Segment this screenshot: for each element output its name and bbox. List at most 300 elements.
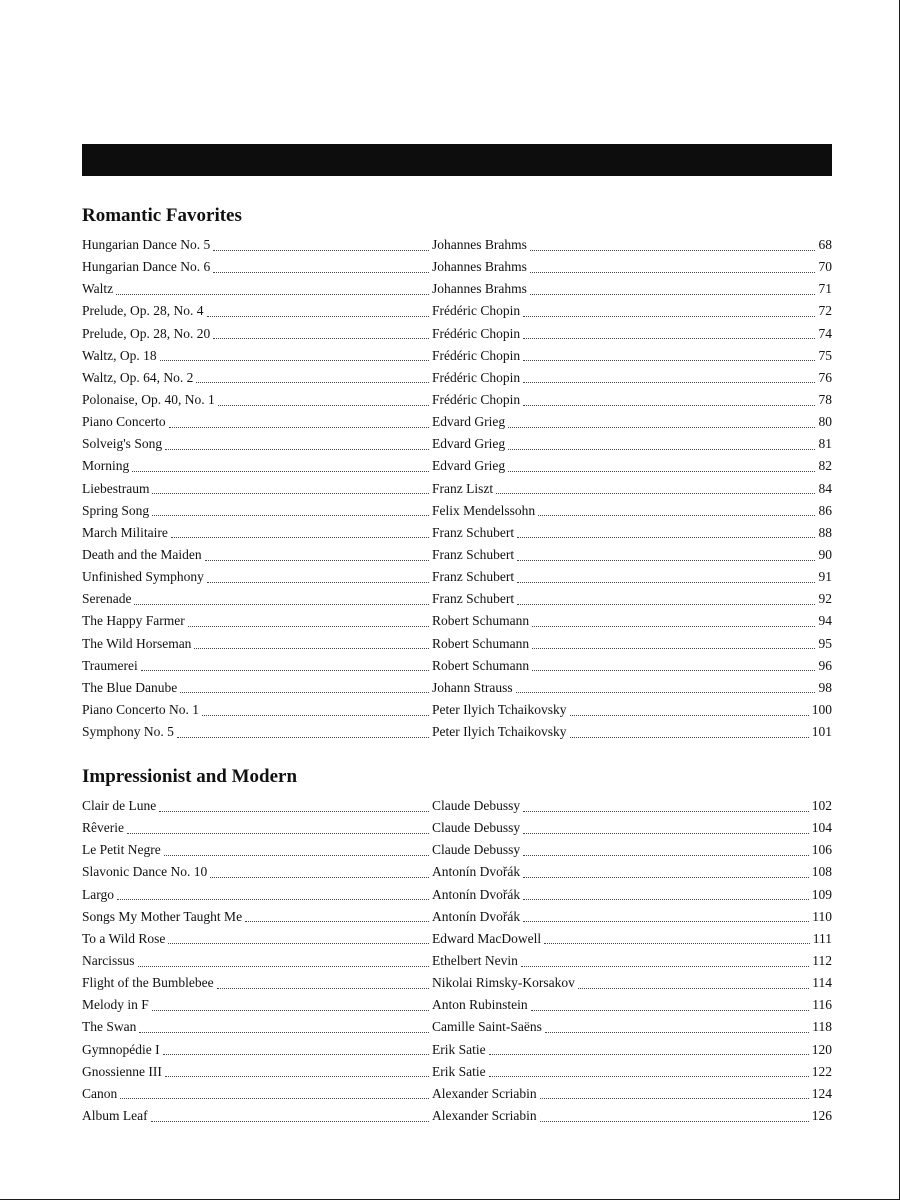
entry-title-column xyxy=(82,345,432,367)
entry-title: Largo xyxy=(82,884,114,906)
dot-leader xyxy=(202,715,429,716)
entry-title-column xyxy=(82,367,432,389)
dot-leader xyxy=(132,471,429,472)
dot-leader xyxy=(523,338,815,339)
entry-composer-column xyxy=(432,1016,832,1038)
entry-composer: Johannes Brahms xyxy=(432,234,527,256)
entry-composer-column xyxy=(432,323,832,345)
toc-entry xyxy=(82,278,832,300)
toc-entry xyxy=(82,1016,832,1038)
dot-leader xyxy=(540,1098,809,1099)
toc-entry xyxy=(82,817,832,839)
toc-entry xyxy=(82,972,832,994)
entry-title-column xyxy=(82,588,432,610)
entry-composer-column xyxy=(432,1039,832,1061)
dot-leader xyxy=(163,1054,429,1055)
entry-composer-column xyxy=(432,1061,832,1083)
toc-entry xyxy=(82,795,832,817)
entry-title-column xyxy=(82,699,432,721)
toc-entry xyxy=(82,610,832,632)
entry-title-column xyxy=(82,455,432,477)
entry-composer-column xyxy=(432,950,832,972)
toc-entry xyxy=(82,256,832,278)
entry-title-column xyxy=(82,795,432,817)
entry-title: Canon xyxy=(82,1083,117,1105)
entry-page-number: 108 xyxy=(811,864,832,880)
entry-title-column xyxy=(82,906,432,928)
dot-leader xyxy=(508,427,815,428)
entry-composer: Franz Schubert xyxy=(432,544,514,566)
entry-title-column xyxy=(82,566,432,588)
toc-entry xyxy=(82,234,832,256)
entry-composer: Claude Debussy xyxy=(432,817,520,839)
entry-composer: Frédéric Chopin xyxy=(432,367,520,389)
entry-composer-column xyxy=(432,699,832,721)
entry-composer: Claude Debussy xyxy=(432,795,520,817)
dot-leader xyxy=(151,1121,429,1122)
dot-leader xyxy=(116,294,429,295)
entry-title: The Blue Danube xyxy=(82,677,177,699)
entry-page-number: 90 xyxy=(818,546,832,562)
dot-leader xyxy=(194,648,429,649)
toc-entry xyxy=(82,1039,832,1061)
toc-list xyxy=(82,234,832,743)
entry-composer-column xyxy=(432,566,832,588)
entry-composer: Peter Ilyich Tchaikovsky xyxy=(432,699,567,721)
toc-entry xyxy=(82,655,832,677)
dot-leader xyxy=(517,582,815,583)
dot-leader xyxy=(213,338,429,339)
toc-entry xyxy=(82,721,832,743)
entry-title: Symphony No. 5 xyxy=(82,721,174,743)
entry-page-number: 118 xyxy=(812,1019,832,1035)
dot-leader xyxy=(134,604,429,605)
entry-composer-column xyxy=(432,906,832,928)
dot-leader xyxy=(159,811,429,812)
entry-title-column xyxy=(82,1016,432,1038)
entry-composer: Edward MacDowell xyxy=(432,928,541,950)
entry-composer: Frédéric Chopin xyxy=(432,300,520,322)
entry-title-column xyxy=(82,972,432,994)
entry-title: The Wild Horseman xyxy=(82,633,191,655)
dot-leader xyxy=(532,670,815,671)
toc-entry xyxy=(82,389,832,411)
toc-entry xyxy=(82,928,832,950)
entry-page-number: 94 xyxy=(818,613,832,629)
entry-page-number: 106 xyxy=(811,842,832,858)
entry-composer: Edvard Grieg xyxy=(432,433,505,455)
entry-title: The Happy Farmer xyxy=(82,610,185,632)
entry-page-number: 109 xyxy=(811,886,832,902)
dot-leader xyxy=(570,715,809,716)
toc-entry xyxy=(82,1083,832,1105)
entry-title: Waltz xyxy=(82,278,113,300)
entry-title-column xyxy=(82,433,432,455)
entry-composer-column xyxy=(432,522,832,544)
entry-page-number: 92 xyxy=(818,591,832,607)
entry-title-column xyxy=(82,861,432,883)
entry-page-number: 96 xyxy=(818,657,832,673)
entry-composer-column xyxy=(432,588,832,610)
entry-title: Traumerei xyxy=(82,655,138,677)
dot-leader xyxy=(530,250,815,251)
toc-entry xyxy=(82,588,832,610)
entry-title-column xyxy=(82,500,432,522)
entry-page-number: 78 xyxy=(818,391,832,407)
entry-composer-column xyxy=(432,861,832,883)
dot-leader xyxy=(521,966,809,967)
entry-page-number: 88 xyxy=(818,524,832,540)
toc-entry xyxy=(82,861,832,883)
toc-entry xyxy=(82,300,832,322)
entry-composer: Robert Schumann xyxy=(432,633,529,655)
toc-entry xyxy=(82,1061,832,1083)
entry-title-column xyxy=(82,234,432,256)
dot-leader xyxy=(207,316,430,317)
toc-entry xyxy=(82,323,832,345)
dot-leader xyxy=(517,537,815,538)
entry-title: Solveig's Song xyxy=(82,433,162,455)
entry-composer: Camille Saint-Saëns xyxy=(432,1016,542,1038)
entry-title: Piano Concerto No. 1 xyxy=(82,699,199,721)
dot-leader xyxy=(213,272,429,273)
entry-composer-column xyxy=(432,389,832,411)
entry-composer: Antonín Dvořák xyxy=(432,861,520,883)
entry-page-number: 104 xyxy=(811,820,832,836)
toc-entry xyxy=(82,1105,832,1127)
entry-title: Clair de Lune xyxy=(82,795,156,817)
entry-title: Serenade xyxy=(82,588,131,610)
entry-composer-column xyxy=(432,300,832,322)
entry-composer: Peter Ilyich Tchaikovsky xyxy=(432,721,567,743)
dot-leader xyxy=(523,316,815,317)
entry-composer: Johannes Brahms xyxy=(432,278,527,300)
entry-title-column xyxy=(82,389,432,411)
entry-composer-column xyxy=(432,633,832,655)
entry-page-number: 114 xyxy=(812,975,832,991)
dot-leader xyxy=(245,921,429,922)
dot-leader xyxy=(213,250,429,251)
toc-list xyxy=(82,795,832,1127)
entry-page-number: 68 xyxy=(818,237,832,252)
dot-leader xyxy=(532,626,815,627)
dot-leader xyxy=(544,943,810,944)
entry-page-number: 120 xyxy=(811,1041,832,1057)
entry-page-number: 111 xyxy=(812,930,832,946)
entry-composer-column xyxy=(432,655,832,677)
dot-leader xyxy=(138,966,430,967)
entry-title-column xyxy=(82,522,432,544)
entry-title: Album Leaf xyxy=(82,1105,148,1127)
toc-entry xyxy=(82,345,832,367)
entry-page-number: 95 xyxy=(818,635,832,651)
dot-leader xyxy=(508,471,815,472)
dot-leader xyxy=(523,855,809,856)
entry-title-column xyxy=(82,256,432,278)
toc-entry xyxy=(82,411,832,433)
entry-title: Unfinished Symphony xyxy=(82,566,204,588)
entry-composer-column xyxy=(432,610,832,632)
toc-entry xyxy=(82,478,832,500)
entry-composer-column xyxy=(432,256,832,278)
entry-title: Flight of the Bumblebee xyxy=(82,972,214,994)
entry-title: Polonaise, Op. 40, No. 1 xyxy=(82,389,215,411)
entry-page-number: 71 xyxy=(818,281,832,297)
dot-leader xyxy=(196,382,429,383)
entry-composer: Alexander Scriabin xyxy=(432,1105,537,1127)
entry-page-number: 124 xyxy=(811,1085,832,1101)
dot-leader xyxy=(523,877,809,878)
entry-composer: Ethelbert Nevin xyxy=(432,950,518,972)
entry-title-column xyxy=(82,950,432,972)
entry-composer-column xyxy=(432,721,832,743)
entry-composer: Franz Liszt xyxy=(432,478,493,500)
toc-entry xyxy=(82,566,832,588)
entry-title: Death and the Maiden xyxy=(82,544,202,566)
toc-entry xyxy=(82,994,832,1016)
dot-leader xyxy=(141,670,429,671)
section-impressionist-modern xyxy=(82,763,832,1127)
entry-page-number: 126 xyxy=(811,1107,832,1123)
dot-leader xyxy=(188,626,429,627)
entry-title-column xyxy=(82,300,432,322)
entry-page-number: 110 xyxy=(812,908,832,924)
entry-composer-column xyxy=(432,839,832,861)
dot-leader xyxy=(489,1076,809,1077)
dot-leader xyxy=(530,272,815,273)
toc-entry xyxy=(82,367,832,389)
dot-leader xyxy=(160,360,429,361)
entry-title: Gymnopédie I xyxy=(82,1039,160,1061)
entry-composer-column xyxy=(432,500,832,522)
dot-leader xyxy=(205,560,429,561)
dot-leader xyxy=(523,899,809,900)
entry-composer: Robert Schumann xyxy=(432,610,529,632)
entry-page-number: 102 xyxy=(811,798,832,813)
dot-leader xyxy=(171,537,429,538)
entry-composer: Erik Satie xyxy=(432,1039,486,1061)
dot-leader xyxy=(523,811,809,812)
entry-page-number: 86 xyxy=(818,502,832,518)
section-title: Impressionist and Modern xyxy=(82,766,298,787)
entry-composer: Frédéric Chopin xyxy=(432,323,520,345)
toc-entry xyxy=(82,500,832,522)
entry-page-number: 91 xyxy=(818,569,832,585)
entry-title-column xyxy=(82,1039,432,1061)
dot-leader xyxy=(169,427,429,428)
entry-composer-column xyxy=(432,433,832,455)
entry-page-number: 75 xyxy=(818,347,832,363)
entry-page-number: 70 xyxy=(818,259,832,275)
toc-entry xyxy=(82,433,832,455)
entry-title: Rêverie xyxy=(82,817,124,839)
toc-entry xyxy=(82,884,832,906)
entry-composer-column xyxy=(432,455,832,477)
entry-composer: Alexander Scriabin xyxy=(432,1083,537,1105)
toc-entry xyxy=(82,633,832,655)
entry-title: Morning xyxy=(82,455,129,477)
entry-composer-column xyxy=(432,367,832,389)
dot-leader xyxy=(168,943,429,944)
entry-title-column xyxy=(82,278,432,300)
entry-title: The Swan xyxy=(82,1016,136,1038)
dot-leader xyxy=(207,582,429,583)
entry-composer: Franz Schubert xyxy=(432,522,514,544)
entry-composer-column xyxy=(432,928,832,950)
entry-composer-column xyxy=(432,478,832,500)
toc-entry xyxy=(82,544,832,566)
toc-entry xyxy=(82,522,832,544)
entry-title: Gnossienne III xyxy=(82,1061,162,1083)
entry-title: Melody in F xyxy=(82,994,149,1016)
entry-composer: Felix Mendelssohn xyxy=(432,500,535,522)
dot-leader xyxy=(545,1032,809,1033)
entry-title: Le Petit Negre xyxy=(82,839,161,861)
dot-leader xyxy=(523,360,815,361)
section-title: Romantic Favorites xyxy=(82,205,242,226)
entry-title-column xyxy=(82,884,432,906)
dot-leader xyxy=(578,988,809,989)
entry-title-column xyxy=(82,994,432,1016)
entry-composer: Antonín Dvořák xyxy=(432,906,520,928)
entry-composer-column xyxy=(432,817,832,839)
entry-composer-column xyxy=(432,884,832,906)
dot-leader xyxy=(152,515,429,516)
entry-composer: Erik Satie xyxy=(432,1061,486,1083)
entry-title: Hungarian Dance No. 6 xyxy=(82,256,210,278)
dot-leader xyxy=(496,493,815,494)
entry-title-column xyxy=(82,817,432,839)
dot-leader xyxy=(164,855,429,856)
dot-leader xyxy=(177,737,429,738)
entry-title: Liebestraum xyxy=(82,478,149,500)
toc-entry xyxy=(82,699,832,721)
entry-title-column xyxy=(82,677,432,699)
entry-composer: Frédéric Chopin xyxy=(432,389,520,411)
dot-leader xyxy=(523,382,815,383)
dot-leader xyxy=(508,449,815,450)
entry-page-number: 112 xyxy=(812,952,832,968)
entry-composer: Edvard Grieg xyxy=(432,455,505,477)
entry-title: Songs My Mother Taught Me xyxy=(82,906,242,928)
dot-leader xyxy=(517,604,815,605)
entry-title-column xyxy=(82,1083,432,1105)
entry-title: Narcissus xyxy=(82,950,135,972)
entry-page-number: 76 xyxy=(818,369,832,385)
dot-leader xyxy=(540,1121,809,1122)
entry-page-number: 98 xyxy=(818,679,832,695)
entry-composer-column xyxy=(432,994,832,1016)
header-bar xyxy=(82,144,832,176)
entry-title-column xyxy=(82,721,432,743)
toc-entry xyxy=(82,950,832,972)
entry-page-number: 84 xyxy=(818,480,832,496)
entry-title: Prelude, Op. 28, No. 20 xyxy=(82,323,210,345)
dot-leader xyxy=(218,405,429,406)
entry-title: Spring Song xyxy=(82,500,149,522)
entry-composer-column xyxy=(432,972,832,994)
entry-title-column xyxy=(82,1105,432,1127)
entry-composer: Edvard Grieg xyxy=(432,411,505,433)
entry-composer: Franz Schubert xyxy=(432,588,514,610)
entry-composer-column xyxy=(432,1105,832,1127)
entry-title-column xyxy=(82,839,432,861)
dot-leader xyxy=(210,877,429,878)
entry-title-column xyxy=(82,411,432,433)
dot-leader xyxy=(516,692,815,693)
dot-leader xyxy=(489,1054,809,1055)
entry-title-column xyxy=(82,544,432,566)
entry-composer-column xyxy=(432,345,832,367)
entry-composer-column xyxy=(432,544,832,566)
dot-leader xyxy=(523,405,815,406)
entry-page-number: 100 xyxy=(811,701,832,717)
dot-leader xyxy=(165,1076,429,1077)
entry-title-column xyxy=(82,323,432,345)
entry-composer: Frédéric Chopin xyxy=(432,345,520,367)
dot-leader xyxy=(165,449,429,450)
entry-page-number: 80 xyxy=(818,414,832,430)
entry-page-number: 74 xyxy=(818,325,832,341)
entry-page-number: 101 xyxy=(811,724,832,740)
entry-title: Piano Concerto xyxy=(82,411,166,433)
entry-page-number: 116 xyxy=(812,997,832,1013)
entry-composer-column xyxy=(432,234,832,256)
entry-title-column xyxy=(82,655,432,677)
entry-title-column xyxy=(82,610,432,632)
dot-leader xyxy=(570,737,809,738)
dot-leader xyxy=(139,1032,429,1033)
dot-leader xyxy=(517,560,815,561)
entry-composer-column xyxy=(432,278,832,300)
entry-composer-column xyxy=(432,795,832,817)
entry-composer: Nikolai Rimsky-Korsakov xyxy=(432,972,575,994)
entry-title: Hungarian Dance No. 5 xyxy=(82,234,210,256)
entry-composer: Antonín Dvořák xyxy=(432,884,520,906)
entry-title: Prelude, Op. 28, No. 4 xyxy=(82,300,204,322)
toc-entry xyxy=(82,839,832,861)
entry-page-number: 122 xyxy=(811,1063,832,1079)
entry-page-number: 82 xyxy=(818,458,832,474)
entry-composer-column xyxy=(432,677,832,699)
entry-page-number: 72 xyxy=(818,303,832,319)
entry-title: Waltz, Op. 18 xyxy=(82,345,157,367)
entry-composer: Anton Rubinstein xyxy=(432,994,528,1016)
dot-leader xyxy=(538,515,815,516)
entry-title: Slavonic Dance No. 10 xyxy=(82,861,207,883)
entry-title-column xyxy=(82,1061,432,1083)
dot-leader xyxy=(217,988,429,989)
toc-entry xyxy=(82,677,832,699)
entry-title-column xyxy=(82,478,432,500)
dot-leader xyxy=(523,921,809,922)
dot-leader xyxy=(523,833,809,834)
entry-composer: Franz Schubert xyxy=(432,566,514,588)
entry-title-column xyxy=(82,633,432,655)
dot-leader xyxy=(152,493,429,494)
entry-title: March Militaire xyxy=(82,522,168,544)
dot-leader xyxy=(117,899,429,900)
entry-composer-column xyxy=(432,411,832,433)
entry-composer: Claude Debussy xyxy=(432,839,520,861)
entry-page-number: 81 xyxy=(818,436,832,452)
entry-composer-column xyxy=(432,1083,832,1105)
dot-leader xyxy=(152,1010,429,1011)
entry-title: Waltz, Op. 64, No. 2 xyxy=(82,367,193,389)
toc-entry xyxy=(82,906,832,928)
dot-leader xyxy=(530,294,815,295)
dot-leader xyxy=(127,833,429,834)
